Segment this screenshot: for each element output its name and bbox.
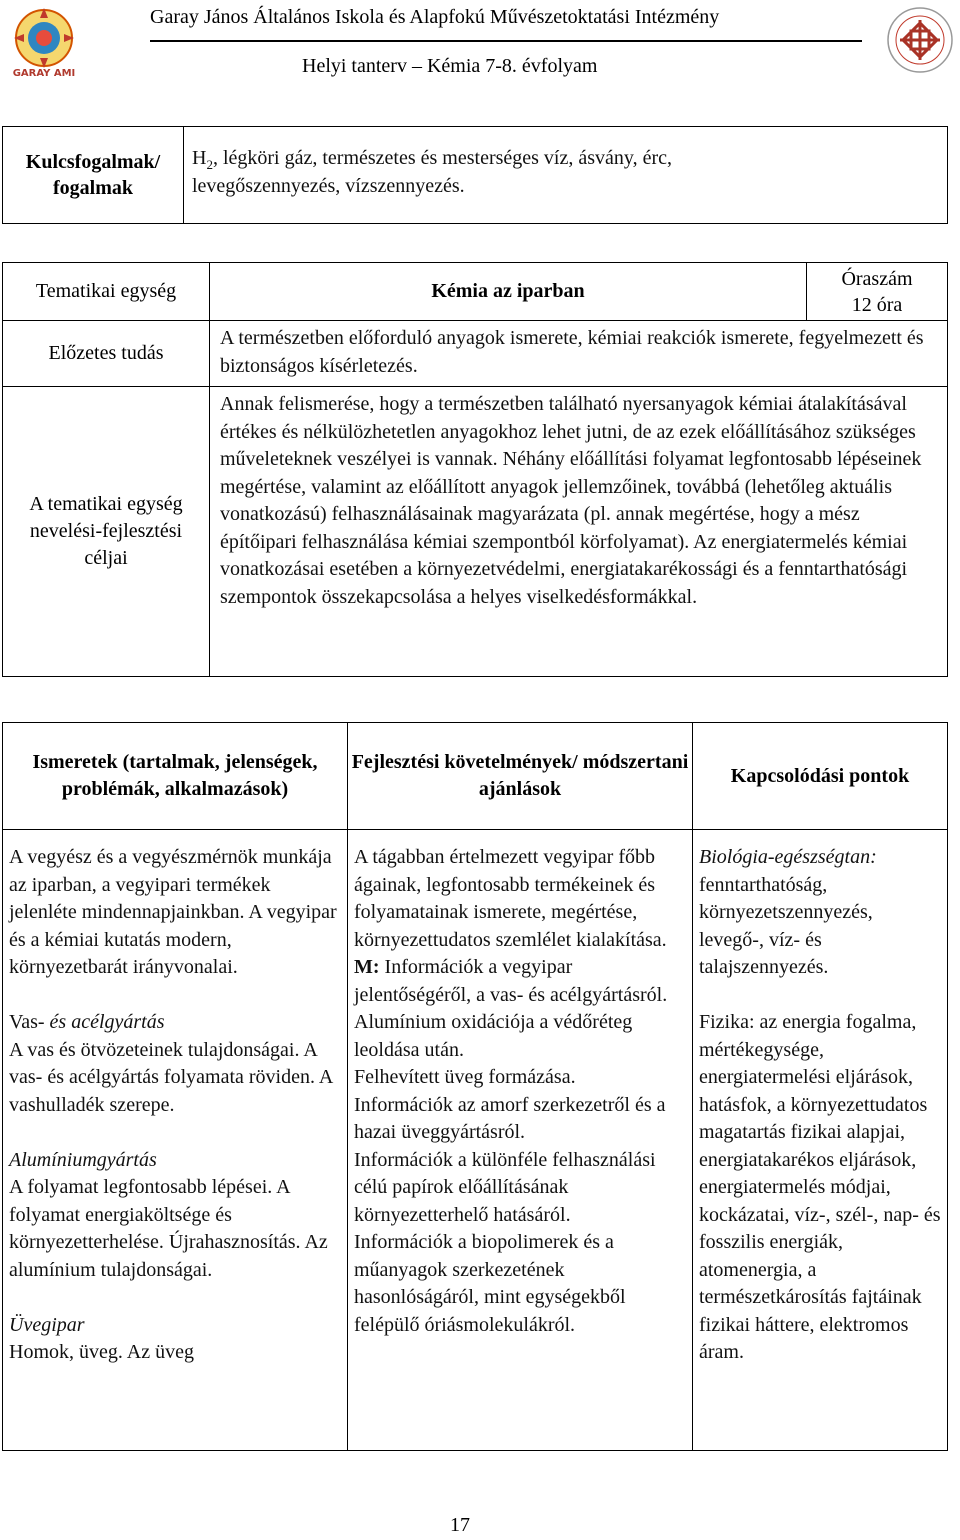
goals-label-line3: céljai <box>84 547 128 569</box>
connections-cell <box>693 830 948 1451</box>
requirements-intro: A tágabban értelmezett vegyipar főbb ágainak, legfontosabb termékeinek és folyamatainak ismerete, megértése, környezettudatos szemlélet kialakítása. <box>354 846 667 951</box>
curriculum-subtitle: Helyi tanterv – Kémia 7-8. évfolyam <box>302 55 598 77</box>
prior-knowledge-text: A természetben előforduló anyagok ismerete, kémiai reakciók ismerete, fegyelmezett és biztonságos kísérletezés. <box>210 321 948 387</box>
knowledge-intro: A vegyész és a vegyészmérnök munkája az iparban, a vegyipari termékek jelenléte mindennapjainkban. A vegyipar és a kémiai kutatás modern, környezetbarát irányvonalai. <box>9 846 337 978</box>
glass-text: Homok, üveg. Az üveg <box>9 1341 194 1363</box>
knowledge-cell <box>3 830 348 1451</box>
school-logo-left <box>6 4 82 80</box>
key-concepts-label-line2: fogalmak <box>53 177 133 199</box>
page-number: 17 <box>450 1514 470 1536</box>
thematic-unit-table <box>2 262 948 677</box>
svg-text:GARAY AMI: GARAY AMI <box>12 68 76 79</box>
key-concepts-label <box>3 127 184 224</box>
biology-text: fenntarthatóság, környezetszennyezés, levegő-, víz- és talajszennyezés. <box>699 873 873 978</box>
goals-label-line1: A tematikai egység <box>29 493 183 515</box>
prior-knowledge-label: Előzetes tudás <box>3 321 210 387</box>
iron-steel-heading <box>9 1009 341 1037</box>
key-concepts-table <box>2 126 948 224</box>
header-connections: Kapcsolódási pontok <box>693 723 948 830</box>
requirement-item: Információk a biopolimerek és a műanyagok szerkezetének hasonlóságáról, mint egységekből felépülő óriásmolekulákról. <box>354 1231 626 1336</box>
header-divider <box>150 40 862 42</box>
key-concepts-value <box>184 127 948 224</box>
concept-h: H <box>192 147 207 169</box>
iron-steel-text: A vas és ötvözeteinek tulajdonságai. A vas- és acélgyártás folyamata röviden. A vashulladék szerepe. <box>9 1038 333 1116</box>
method-label: M: <box>354 956 380 978</box>
goals-label-line2: nevelési-fejlesztési <box>29 520 183 542</box>
requirement-item: Alumínium oxidációja a védőréteg leoldása után. <box>354 1011 633 1061</box>
method-recommendation <box>354 954 686 1009</box>
school-name: Garay János Általános Iskola és Alapfokú Művészetoktatási Intézmény <box>150 6 720 28</box>
hours-label: Óraszám <box>841 268 913 290</box>
goals-label <box>3 387 210 677</box>
requirement-item: Információk a különféle felhasználási célú papírok előállításának környezetterhelő hatásáról. <box>354 1148 656 1226</box>
requirement-item: Információk az amorf szerkezetről és a hazai üveggyártásról. <box>354 1093 666 1143</box>
method-text: Információk a vegyipar jelentőségéről, a vas- és acélgyártásról. <box>354 956 668 1006</box>
header-requirements: Fejlesztési követelmények/ módszertani ajánlások <box>348 723 693 830</box>
physics-text: Fizika: az energia fogalma, mértékegysége, energiatermelési eljárások, hatásfok, a környezettudatos magatartás fizikai alapjai, energiatakarékos eljárások, energiatermelés módjai, kockázatai, víz-, szél-, nap- és fosszilis energiák, atomenergia, a természetkárosítás fajtáinak fizikai háttere, elektromos áram. <box>699 1011 941 1363</box>
header-knowledge: Ismeretek (tartalmak, jelenségek, problémák, alkalmazások) <box>3 723 348 830</box>
iron-steel-heading-plain: Vas- <box>9 1011 50 1033</box>
glass-heading: Üvegipar <box>9 1313 85 1336</box>
iron-steel-heading-italic: és acélgyártás <box>49 1011 165 1033</box>
hours-value: 12 óra <box>851 294 903 316</box>
content-table <box>2 722 948 1451</box>
concept-list-2: levegőszennyezés, vízszennyezés. <box>192 174 465 197</box>
concept-h-subscript: 2 <box>206 157 213 172</box>
goals-text: Annak felismerése, hogy a természetben található nyersanyagok kémiai átalakításával értékes és nélkülözhetetlen anyagokhoz lehet jutni, de az ezek előállításához szükséges műveleteknek veszélyei is vannak. Néhány előállítási folyamat legfontosabb lépéseinek megértése, valamint az előállított anyagok jellemzőinek, továbbá (lehetőleg aktuális vonatkozású) felhasználásainak magyarázata (pl. annak megértése, hogy a mész építőipari felhasználása kémiai szempontból körfolyamat). Az energiatermelés kémiai vonatkozásai esetében a környezetvédelmi, energiatakarékossági és a fenntarthatósági szempontok összekapcsolása a helyes viselkedésformákkal. <box>210 387 948 677</box>
unit-hours <box>807 263 948 321</box>
aluminium-text: A folyamat legfontosabb lépései. A folyamat energiaköltsége és környezetterhelése. Újrahasznosítás. Az alumínium tulajdonságai. <box>9 1176 328 1281</box>
requirements-cell <box>348 830 693 1451</box>
emblem-logo-right <box>884 4 956 76</box>
unit-label: Tematikai egység <box>3 263 210 321</box>
biology-label: Biológia-egészségtan: <box>699 846 877 868</box>
aluminium-heading: Alumíniumgyártás <box>9 1148 157 1171</box>
unit-title: Kémia az iparban <box>210 263 807 321</box>
concept-list-1: , légköri gáz, természetes és mesterséges víz, ásvány, érc, <box>212 147 673 169</box>
key-concepts-label-line1: Kulcsfogalmak/ <box>25 151 161 173</box>
requirement-item: Felhevített üveg formázása. <box>354 1066 576 1088</box>
